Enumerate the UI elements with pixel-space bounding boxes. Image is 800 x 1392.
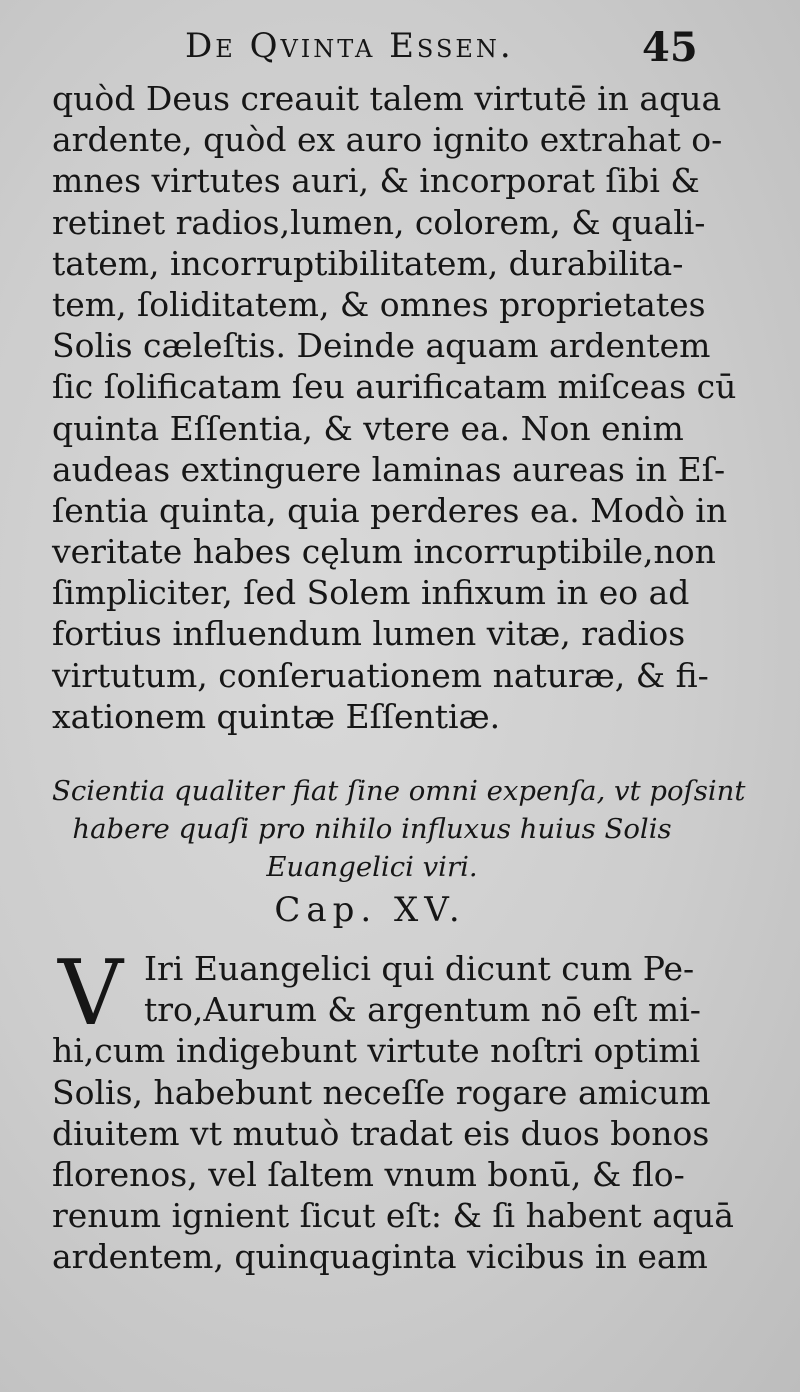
text-line: tro,Aurum & argentum nō eſt mi-: [144, 990, 701, 1030]
text-line: quòd Deus creauit talem virtutē in aqua: [52, 79, 722, 118]
main-paragraph: [52, 78, 737, 737]
text-line: quinta Eſſentia, & vtere ea. Non enim: [52, 408, 684, 448]
text-line: hi,cum indigebunt virtute noſtri optimi: [52, 1031, 701, 1071]
text-line: ſentia quinta, quia perderes ea. Modò in: [52, 490, 728, 530]
text-line: mnes virtutes auri, & incorporat ſibi &: [52, 161, 700, 201]
section-heading-line: Euangelici viri.: [266, 851, 478, 883]
page-number: 45: [642, 24, 698, 71]
text-line: fortius influendum lumen vitæ, radios: [52, 614, 686, 654]
running-head-title: De Qvinta Essen.: [185, 26, 514, 66]
text-line: Iri Euangelici qui dicunt cum Pe-: [144, 949, 695, 988]
text-line: tatem, incorruptibilitatem, durabilita-: [52, 243, 684, 283]
chapter-paragraph: [52, 941, 734, 1278]
text-line: xationem quintæ Eſſentiæ.: [52, 696, 501, 736]
text-line: veritate habes cęlum incorruptibile,non: [52, 532, 716, 572]
text-line: diuitem vt mutuò tradat eis duos bonos: [52, 1113, 710, 1153]
text-line: ſimpliciter, ſed Solem infixum in eo ad: [52, 573, 690, 613]
text-line: ardente, quòd ex auro ignito extrahat o-: [52, 120, 723, 160]
text-line: Solis cæleſtis. Deinde aquam ardentem: [52, 326, 711, 366]
text-line: virtutum, conſeruationem naturæ, & fi-: [52, 655, 709, 695]
text-line: florenos, vel ſaltem vnum bonū, & flo-: [52, 1154, 685, 1194]
text-line: renum ignient ſicut eſt: & ſi habent aquā: [52, 1196, 734, 1236]
text-line: ardentem, quinquaginta vicibus in eam: [52, 1237, 708, 1277]
text-line: ſic ſolificatam ſeu aurificatam miſceas cū: [52, 367, 737, 407]
section-heading: [52, 772, 746, 886]
section-heading-line: Scientia qualiter fiat ſine omni expenſa, vt poſsint: [52, 775, 746, 807]
text-line: audeas extinguere laminas aureas in Eſ-: [52, 449, 726, 489]
running-head: [0, 26, 800, 76]
section-heading-line: habere quaſi pro nihilo influxus huius Solis: [72, 813, 672, 845]
text-line: Solis, habebunt neceſſe rogare amicum: [52, 1072, 711, 1112]
text-line: retinet radios,lumen, colorem, & quali-: [52, 202, 706, 242]
text-line: tem, ſoliditatem, & omnes proprietates: [52, 284, 706, 324]
drop-cap: V: [58, 941, 123, 1046]
chapter-label: Cap. XV.: [274, 890, 466, 930]
